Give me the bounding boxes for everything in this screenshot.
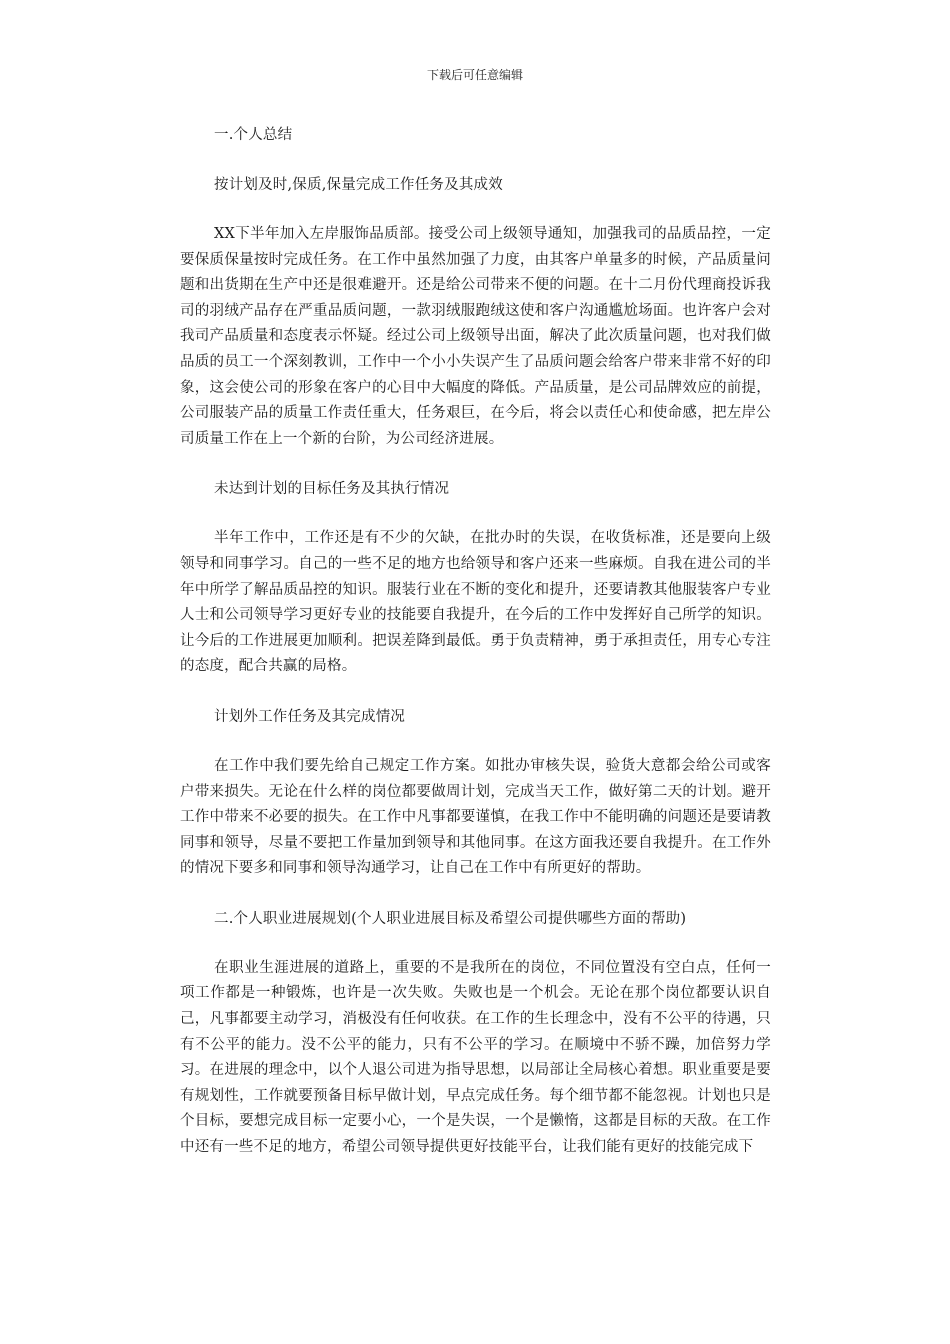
section-2-paragraph-1: 在职业生涯进展的道路上，重要的不是我所在的岗位，不同位置没有空白点，任何一项工作都是一种锻炼，也许是一次失败。失败也是一个机会。无论在那个岗位都要认识自己，凡事都要主动学习，消极没有任何收获。在工作的生长理念中，没有不公平的待遇，只有不公平的能力。没不公平的能力，只有不公平的学习。在顺境中不骄不躁，加倍努力学习。在进展的理念中，以个人退公司进为指导思想，以局部让全局核心着想。职业重要是要有规划性，工作就要预备目标早做计划，早点完成任务。每个细节都不能忽视。计划也只是个目标，要想完成目标一定要小心，一个是失误，一个是懒惰，这都是目标的天敌。在工作中还有一些不足的地方，希望公司领导提供更好技能平台，让我们能有更好的技能完成下 (180, 959, 771, 1156)
section-1-title: 一.个人总结 (214, 127, 293, 143)
document-body (180, 122, 771, 1185)
section-1-paragraph-1: XX下半年加入左岸服饰品质部。接受公司上级领导通知，加强我司的品质品控，一定要保质保量按时完成任务。在工作中虽然加强了力度，由其客户单量多的时候，产品质量问题和出货期在生产中还是很难避开。还是给公司带来不便的问题。在十二月份代理商投诉我司的羽绒产品存在严重品质问题，一款羽绒服跑绒这使和客户沟通尴尬场面。也许客户会对我司产品质量和态度表示怀疑。经过公司上级领导出面，解决了此次质量问题，也对我们做品质的员工一个深刻教训，工作中一个小小失误产生了品质问题会给客户带来非常不好的印象，这会使公司的形象在客户的心目中大幅度的降低。产品质量，是公司品牌效应的前提，公司服装产品的质量工作责任重大，任务艰巨，在今后，将会以责任心和使命感，把左岸公司质量工作在上一个新的台阶，为公司经济进展。 (180, 226, 771, 447)
section-1-paragraph-2: 半年工作中，工作还是有不少的欠缺，在批办时的失误，在收货标准，还是要向上级领导和同事学习。自己的一些不足的地方也给领导和客户还来一些麻烦。自我在进公司的半年中所学了解品质品控的知识。服装行业在不断的变化和提升，还要请教其他服装客户专业人士和公司领导学习更好专业的技能要自我提升，在今后的工作中发挥好自己所学的知识。让今后的工作进展更加顺利。把误差降到最低。勇于负责精神，勇于承担责任，用专心专注的态度，配合共赢的局格。 (180, 530, 771, 675)
section-1-paragraph-3: 在工作中我们要先给自己规定工作方案。如批办审核失误，验货大意都会给公司或客户带来损失。无论在什么样的岗位都要做周计划，完成当天工作，做好第二天的计划。避开工作中带来不必要的损失。在工作中凡事都要谨慎，在我工作中不能明确的问题还是要请教同事和领导，尽量不要把工作量加到领导和其他同事。在这方面我还要自我提升。在工作外的情况下要多和同事和领导沟通学习，让自己在工作中有所更好的帮助。 (180, 757, 771, 877)
section-1-subheading-3: 计划外工作任务及其完成情况 (214, 708, 406, 725)
page-header-note: 下载后可任意编辑 (426, 68, 523, 82)
section-2-title: 二.个人职业进展规划(个人职业进展目标及希望公司提供哪些方面的帮助) (214, 910, 687, 927)
section-1-subheading-2: 未达到计划的目标任务及其执行情况 (214, 481, 450, 498)
section-1-subheading-1: 按计划及时,保质,保量完成工作任务及其成效 (214, 177, 503, 193)
